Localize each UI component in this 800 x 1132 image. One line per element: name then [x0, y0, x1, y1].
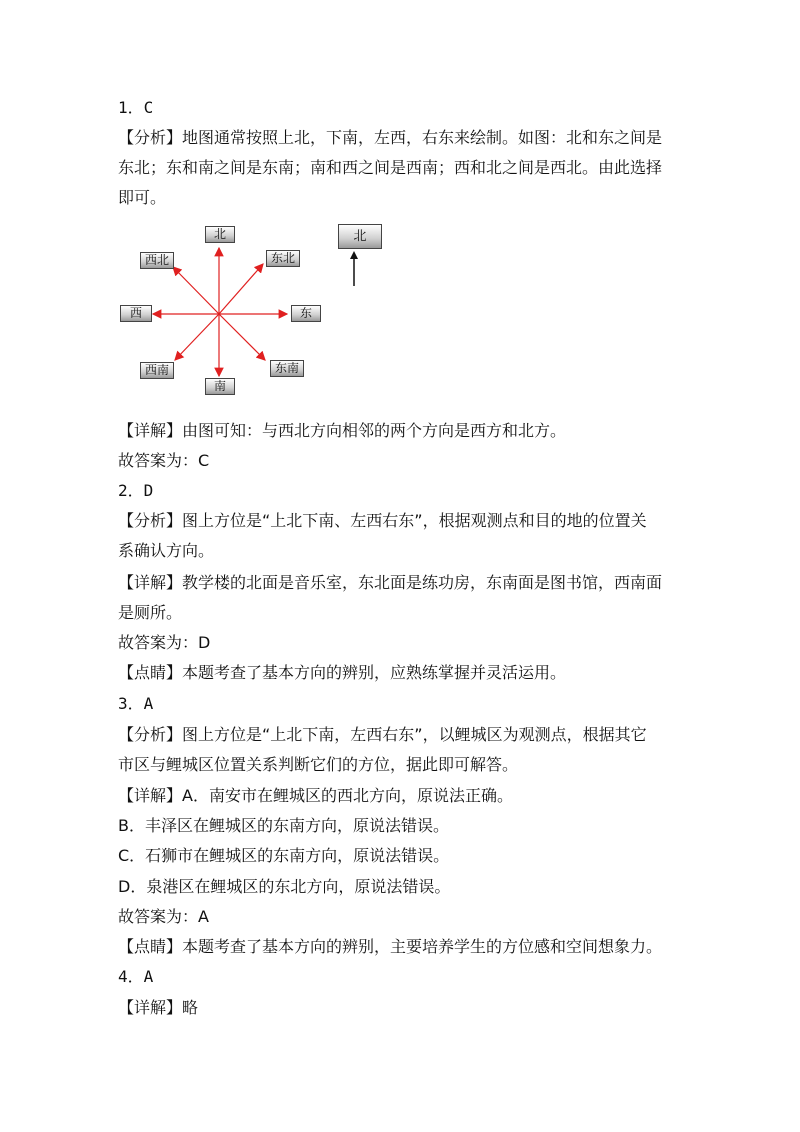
answer-3-number: 3．A — [118, 694, 154, 713]
label-southwest: 西南 — [140, 362, 174, 379]
label-northwest: 西北 — [140, 252, 174, 269]
analysis-2-line-2: 系确认方向。 — [118, 541, 215, 560]
analysis-3-line-1: 【分析】图上方位是“上北下南，左西右东”，以鲤城区为观测点，根据其它 — [118, 725, 647, 744]
arrow-northeast — [219, 264, 263, 314]
label-north: 北 — [205, 226, 235, 243]
answer-2: 故答案为：D — [118, 633, 211, 652]
answer-1-number: 1．C — [118, 98, 154, 117]
analysis-1-line-2: 东北；东和南之间是东南；南和西之间是西南；西和北之间是西北。由此选择 — [118, 158, 663, 177]
compass-diagram — [115, 222, 315, 397]
arrow-southwest — [175, 314, 219, 360]
answer-4-number: 4．A — [118, 967, 154, 986]
analysis-1-line-3: 即可。 — [118, 188, 167, 207]
detail-2-line-1: 【详解】教学楼的北面是音乐室，东北面是练功房，东南面是图书馆，西南面 — [118, 573, 663, 592]
detail-3-c: C．石狮市在鲤城区的东南方向，原说法错误。 — [118, 846, 450, 865]
label-east: 东 — [291, 305, 321, 322]
north-arrow-icon — [338, 224, 383, 294]
detail-3-d: D．泉港区在鲤城区的东北方向，原说法错误。 — [118, 877, 451, 896]
arrow-southeast — [219, 314, 265, 360]
detail-3-a: 【详解】A．南安市在鲤城区的西北方向，原说法正确。 — [118, 786, 513, 805]
detail-4: 【详解】略 — [118, 998, 199, 1017]
analysis-1-line-1: 【分析】地图通常按照上北，下南，左西，右东来绘制。如图：北和东之间是 — [118, 128, 663, 147]
detail-2-line-2: 是厕所。 — [118, 603, 183, 622]
label-west: 西 — [120, 305, 152, 322]
analysis-2-line-1: 【分析】图上方位是“上北下南、左西右东”，根据观测点和目的地的位置关 — [118, 511, 647, 530]
detail-3-b: B．丰泽区在鲤城区的东南方向，原说法错误。 — [118, 816, 449, 835]
label-south: 南 — [205, 378, 235, 395]
analysis-3-line-2: 市区与鲤城区位置关系判断它们的方位，据此即可解答。 — [118, 755, 519, 774]
north-marker-label: 北 — [338, 224, 382, 249]
detail-1: 【详解】由图可知：与西北方向相邻的两个方向是西方和北方。 — [118, 421, 567, 440]
arrow-northwest — [173, 267, 219, 314]
answer-1: 故答案为：C — [118, 451, 210, 470]
label-southeast: 东南 — [270, 360, 304, 377]
answer-3: 故答案为：A — [118, 907, 209, 926]
label-northeast: 东北 — [266, 250, 300, 267]
comment-3: 【点睛】本题考查了基本方向的辨别，主要培养学生的方位感和空间想象力。 — [118, 937, 663, 956]
north-marker — [338, 224, 383, 294]
answer-2-number: 2．D — [118, 481, 154, 500]
comment-2: 【点睛】本题考查了基本方向的辨别，应熟练掌握并灵活运用。 — [118, 663, 567, 682]
